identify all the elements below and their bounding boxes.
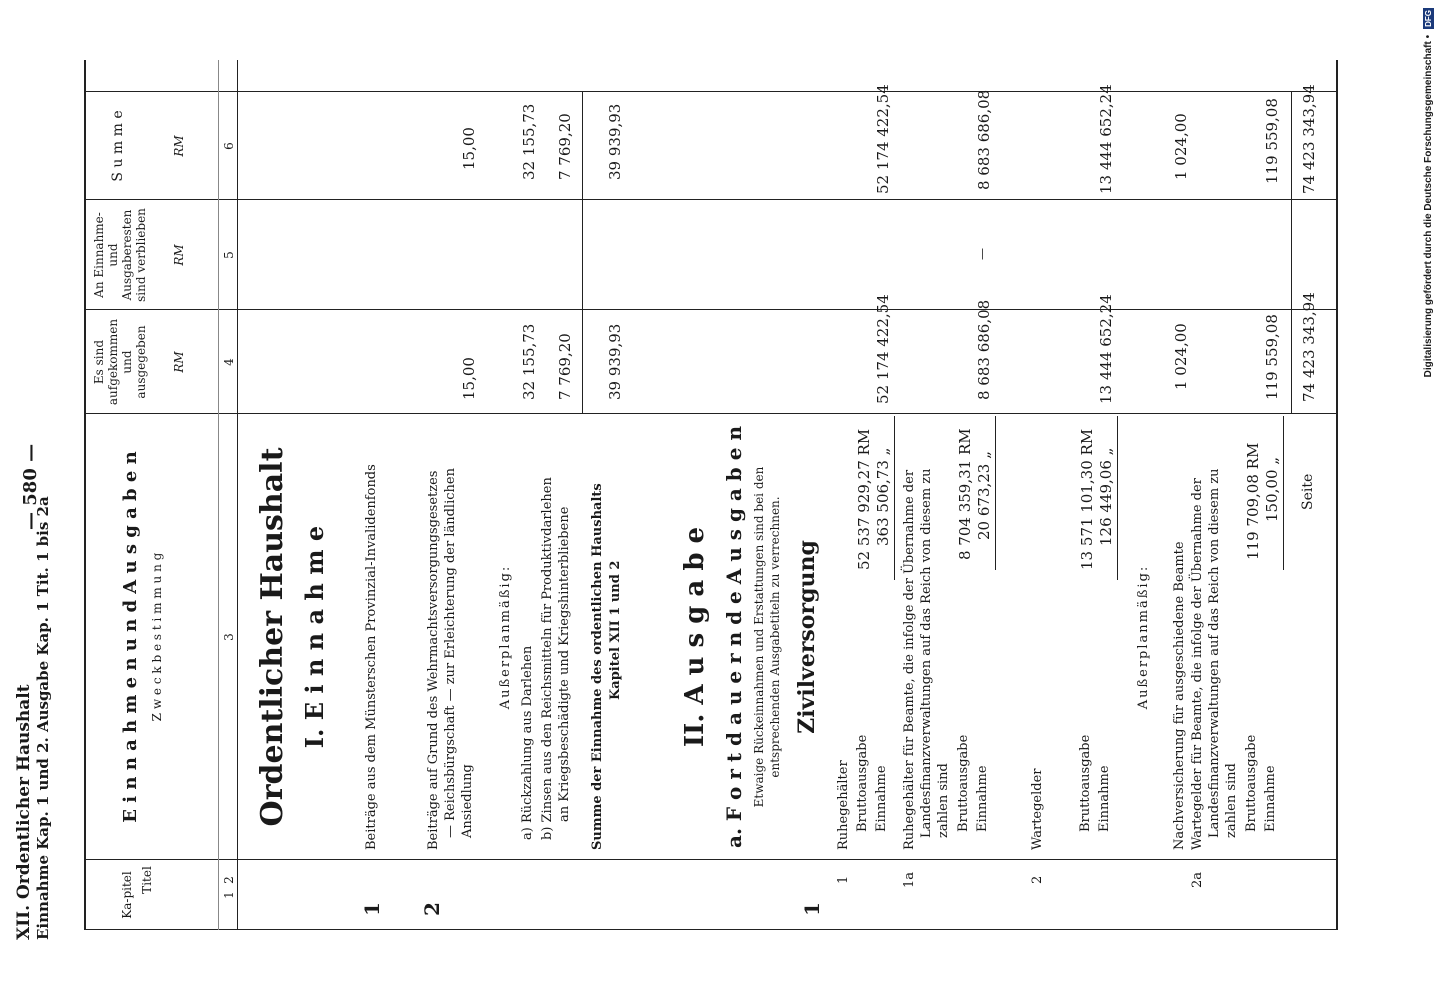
col-4-unit: RM <box>172 351 186 373</box>
einnahme-b-text-1: b) Zinsen aus den Reichsmitteln für Produktivdarlehen <box>540 477 555 840</box>
einnahme-b-text-2: an Kriegsbeschädigte und Kriegshinterbliebene <box>557 506 572 822</box>
nachversicherung-col4: 1 024,00 <box>1172 323 1190 390</box>
kapitel-1-ausgabe: 1 <box>800 902 824 916</box>
titel-1a-brutto: 8 704 359,31 RM <box>956 428 974 560</box>
page-subtitle: Einnahme Kap. 1 und 2. Ausgabe Kap. 1 Tit. 1 bis 2a <box>34 496 52 940</box>
titel-1a-col5-dash: — <box>975 248 989 260</box>
col-titel-header: Titel <box>140 866 154 894</box>
col-5-unit: RM <box>172 244 186 266</box>
titel-1-col6: 52 174 422,54 <box>874 84 892 194</box>
titel-2-label: Wartegelder <box>1030 768 1045 850</box>
titel-1a-sub-rule <box>995 416 996 570</box>
titel-1-brutto-label: Bruttoausgabe <box>855 734 870 832</box>
titel-2: 2 <box>1030 875 1045 884</box>
titel-1-brutto: 52 537 929,27 RM <box>855 428 873 570</box>
titel-2a: 2a <box>1190 871 1205 888</box>
titel-2a-einnahme-label: Einnahme <box>1263 765 1278 832</box>
einnahme-sum-col6: 39 939,93 <box>606 103 624 180</box>
kapitel-1-einnahme: 1 <box>360 902 384 916</box>
section-title: XII. Ordentlicher Haushalt <box>14 684 34 940</box>
col-6-header: S u m m e <box>110 110 126 182</box>
ausgabe-title: II. A u s g a b e <box>680 526 710 748</box>
nachversicherung-text: Nachversicherung für ausgeschiedene Beamte <box>1172 541 1187 850</box>
col-4-number: 4 <box>222 358 236 366</box>
titel-2a-brutto-label: Bruttoausgabe <box>1244 734 1259 832</box>
kapitel-2-text-2: — Reichsbürgschaft — zur Erleichterung der ländlichen <box>443 468 458 838</box>
titel-1a-text-3: zahlen sind <box>936 763 951 838</box>
haushalt-title: Ordentlicher Haushalt <box>255 447 290 827</box>
einnahme-sum-col4: 39 939,93 <box>606 323 624 400</box>
col-main-subheader: Z w e c k b e s t i m m u n g <box>150 552 164 722</box>
col-kapitel-left-rule <box>84 929 1338 930</box>
einnahme-a-text: a) Rückzahlung aus Darlehen <box>520 645 535 840</box>
titel-2a-col6: 119 559,08 <box>1263 98 1281 184</box>
table-top-rule <box>84 60 86 930</box>
fortdauernde-title: a. F o r t d a u e r n d e A u s g a b e n <box>722 426 746 849</box>
ausgabe-ausserplan: Außerplanmäßig: <box>1136 564 1151 710</box>
titel-2-einnahme-label: Einnahme <box>1097 765 1112 832</box>
col-5-header: An Einnahme- und Ausgaberesten sind verblieben <box>92 208 148 302</box>
titel-2-col6: 13 444 652,24 <box>1097 84 1115 194</box>
dfg-sidebar <box>1418 8 1434 408</box>
kapitel-2-text-3: Ansiedlung <box>460 764 475 838</box>
titel-1a-col6: 8 683 686,08 <box>975 89 993 190</box>
titel-1-einnahme-label: Einnahme <box>874 765 889 832</box>
einnahme-title: I. E i n n a h m e <box>300 525 329 749</box>
kapitel-2-text-1: Beiträge auf Grund des Wehrmachtsversorgungsgesetzes <box>426 470 441 850</box>
col-main-header: E i n n a h m e n u n d A u s g a b e n <box>120 451 141 823</box>
einnahme-b-col4: 7 769,20 <box>556 333 574 400</box>
titel-2-brutto-label: Bruttoausgabe <box>1078 734 1093 832</box>
kapitel-2-einnahme: 2 <box>420 902 444 916</box>
number-row-rule <box>218 60 219 930</box>
titel-1-einnahme: 363 506,73 „ <box>874 447 892 546</box>
titel-1-col4: 52 174 422,54 <box>874 294 892 404</box>
col-2-number: 2 <box>222 876 236 884</box>
titel-1a-brutto-label: Bruttoausgabe <box>956 734 971 832</box>
titel-1a-einnahme: 20 673,23 „ <box>975 451 993 540</box>
kapitel-1-text: Beiträge aus dem Münsterschen Provinzial-Invalidenfonds <box>364 464 379 850</box>
dfg-logo-icon: DFG <box>1423 10 1433 27</box>
col-6-right-rule <box>84 91 1338 92</box>
table-header-rule <box>237 60 238 930</box>
page-number: — 580 — <box>20 443 41 530</box>
zivilversorgung-title: Zivilversorgung <box>794 540 820 734</box>
nachversicherung-col6: 1 024,00 <box>1172 113 1190 180</box>
titel-1: 1 <box>836 875 851 884</box>
titel-1a-col4: 8 683 686,08 <box>975 299 993 400</box>
col-6-number: 6 <box>222 142 236 150</box>
col-5-number: 5 <box>222 251 236 259</box>
titel-2a-sub-rule <box>1283 416 1284 570</box>
titel-2-sub-rule <box>1117 416 1118 580</box>
titel-1-label: Ruhegehälter <box>836 760 851 850</box>
einnahme-sum-text-2: Kapitel XII 1 und 2 <box>608 560 623 700</box>
titel-1a-text-2: Landesfinanzverwaltungen auf das Reich von diesem zu <box>919 468 934 838</box>
einnahme-sum-text-1: Summe der Einnahme des ordentlichen Haushalts <box>590 483 605 850</box>
titel-2a-col4: 119 559,08 <box>1263 314 1281 400</box>
titel-2-col4: 13 444 652,24 <box>1097 294 1115 404</box>
einnahme-a-col6: 32 155,73 <box>520 103 538 180</box>
fortdauernde-note-2: entsprechenden Ausgabetiteln zu verrechnen. <box>768 496 782 778</box>
seite-col4: 74 423 343,94 <box>1300 292 1318 402</box>
col-4-header: Es sind aufgekommen und ausgegeben <box>92 318 148 406</box>
titel-2-brutto: 13 571 101,30 RM <box>1078 428 1096 570</box>
col-3-number: 3 <box>222 633 236 641</box>
titel-2a-text-3: zahlen sind <box>1224 763 1239 838</box>
col-1-number: 1 <box>222 891 236 899</box>
titel-1a-einnahme-label: Einnahme <box>975 765 990 832</box>
seite-col6: 74 423 343,94 <box>1300 84 1318 194</box>
titel-2a-einnahme: 150,00 „ <box>1263 456 1281 522</box>
col-kapitel-header: Ka-pitel <box>120 871 134 919</box>
fortdauernde-note-1: Etwaige Rückeinnahmen und Erstattungen sind bei den <box>752 466 766 808</box>
titel-2a-text-1: Wartegelder für Beamte, die infolge der Übernahme der <box>1190 478 1205 850</box>
kapitel-2-col4: 15,00 <box>460 357 478 400</box>
col-5-left-rule <box>84 309 1338 310</box>
col-6-left-rule <box>84 199 1338 200</box>
table-bottom-rule <box>1336 60 1338 930</box>
titel-1-sub-rule <box>894 416 895 580</box>
titel-1a: 1a <box>902 871 917 888</box>
einnahme-sum-rule <box>582 92 583 414</box>
titel-2a-text-2: Landesfinanzverwaltungen auf das Reich von diesem zu <box>1207 468 1222 838</box>
seite-label: Seite <box>1300 473 1316 510</box>
seite-rule <box>1291 92 1292 414</box>
einnahme-ausserplan: Außerplanmäßig: <box>498 564 513 710</box>
titel-2a-brutto: 119 709,08 RM <box>1244 442 1262 560</box>
kapitel-2-col6: 15,00 <box>460 127 478 170</box>
einnahme-a-col4: 32 155,73 <box>520 323 538 400</box>
dfg-sidebar-text: Digitalisierung gefördert durch die Deutsche Forschungsgemeinschaft • <box>1422 34 1434 378</box>
titel-2-einnahme: 126 449,06 „ <box>1097 447 1115 546</box>
einnahme-b-col6: 7 769,20 <box>556 113 574 180</box>
col-6-unit: RM <box>172 135 186 157</box>
titel-1a-text-1: Ruhegehälter für Beamte, die infolge der Übernahme der <box>902 469 917 850</box>
